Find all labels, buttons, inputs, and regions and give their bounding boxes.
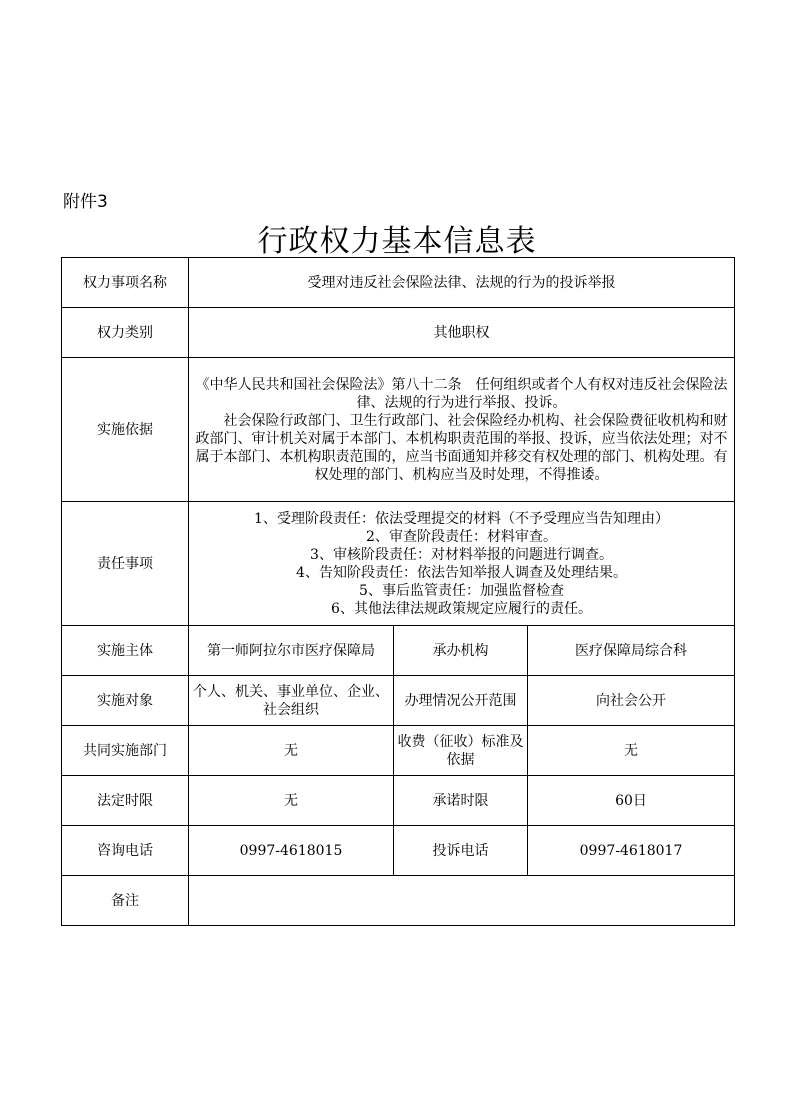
label-basis: 实施依据 (62, 358, 189, 502)
row-subject (62, 626, 735, 676)
value-fee-standard: 无 (528, 726, 735, 776)
value-disclosure-scope: 向社会公开 (528, 676, 735, 726)
value-responsibilities (189, 502, 735, 626)
value-power-name: 受理对违反社会保险法律、法规的行为的投诉举报 (189, 258, 735, 308)
label-remarks: 备注 (62, 876, 189, 926)
attachment-label: 附件3 (63, 192, 108, 212)
value-power-category: 其他职权 (189, 308, 735, 358)
label-joint-department: 共同实施部门 (62, 726, 189, 776)
value-subject: 第一师阿拉尔市医疗保障局 (189, 626, 394, 676)
label-fee-standard: 收费（征收）标准及依据 (394, 726, 528, 776)
value-complaint-phone: 0997-4618017 (528, 826, 735, 876)
page-title: 行政权力基本信息表 (257, 224, 537, 259)
label-legal-time-limit: 法定时限 (62, 776, 189, 826)
value-legal-time-limit: 无 (189, 776, 394, 826)
row-responsibilities (62, 502, 735, 626)
label-target: 实施对象 (62, 676, 189, 726)
value-consult-phone: 0997-4618015 (189, 826, 394, 876)
row-target (62, 676, 735, 726)
label-subject: 实施主体 (62, 626, 189, 676)
row-power-category (62, 308, 735, 358)
responsibility-item: 6、其他法律法规政策规定应履行的责任。 (331, 600, 592, 617)
responsibility-item: 2、审查阶段责任：材料审查。 (366, 528, 557, 545)
label-consult-phone: 咨询电话 (62, 826, 189, 876)
responsibility-item: 4、告知阶段责任：依法告知举报人调查及处理结果。 (296, 564, 627, 581)
basis-paragraph-2: 社会保险行政部门、卫生行政部门、社会保险经办机构、社会保险费征收机构和财政部门、审计机关对属于本部门、本机构职责范围的举报、投诉，应当依法处理；对不属于本部门、本机构职责范围的，应当书面通知并移交有权处理的部门、机构处理。有权处理的部门、机构应当及时处理，不得推诿。 (195, 412, 728, 483)
label-power-category: 权力类别 (62, 308, 189, 358)
label-disclosure-scope: 办理情况公开范围 (394, 676, 528, 726)
row-power-name (62, 258, 735, 308)
value-handling-agency: 医疗保障局综合科 (528, 626, 735, 676)
label-power-name: 权力事项名称 (62, 258, 189, 308)
value-basis (189, 358, 735, 502)
label-responsibilities: 责任事项 (62, 502, 189, 626)
value-promised-time-limit: 60日 (528, 776, 735, 826)
row-joint-department (62, 726, 735, 776)
label-handling-agency: 承办机构 (394, 626, 528, 676)
info-table (61, 257, 735, 926)
responsibility-item: 5、事后监管责任：加强监督检查 (359, 582, 564, 599)
basis-paragraph-1: 《中华人民共和国社会保险法》第八十二条 任何组织或者个人有权对违反社会保险法律、法规的行为进行举报、投诉。 (195, 376, 728, 411)
value-target: 个人、机关、事业单位、企业、社会组织 (189, 676, 394, 726)
value-remarks (189, 876, 735, 926)
row-remarks (62, 876, 735, 926)
row-basis (62, 358, 735, 502)
value-joint-department: 无 (189, 726, 394, 776)
responsibility-item: 1、受理阶段责任：依法受理提交的材料（不予受理应当告知理由） (254, 510, 669, 527)
row-time-limit (62, 776, 735, 826)
responsibility-item: 3、审核阶段责任：对材料举报的问题进行调查。 (310, 546, 613, 563)
row-phone (62, 826, 735, 876)
label-complaint-phone: 投诉电话 (394, 826, 528, 876)
label-promised-time-limit: 承诺时限 (394, 776, 528, 826)
